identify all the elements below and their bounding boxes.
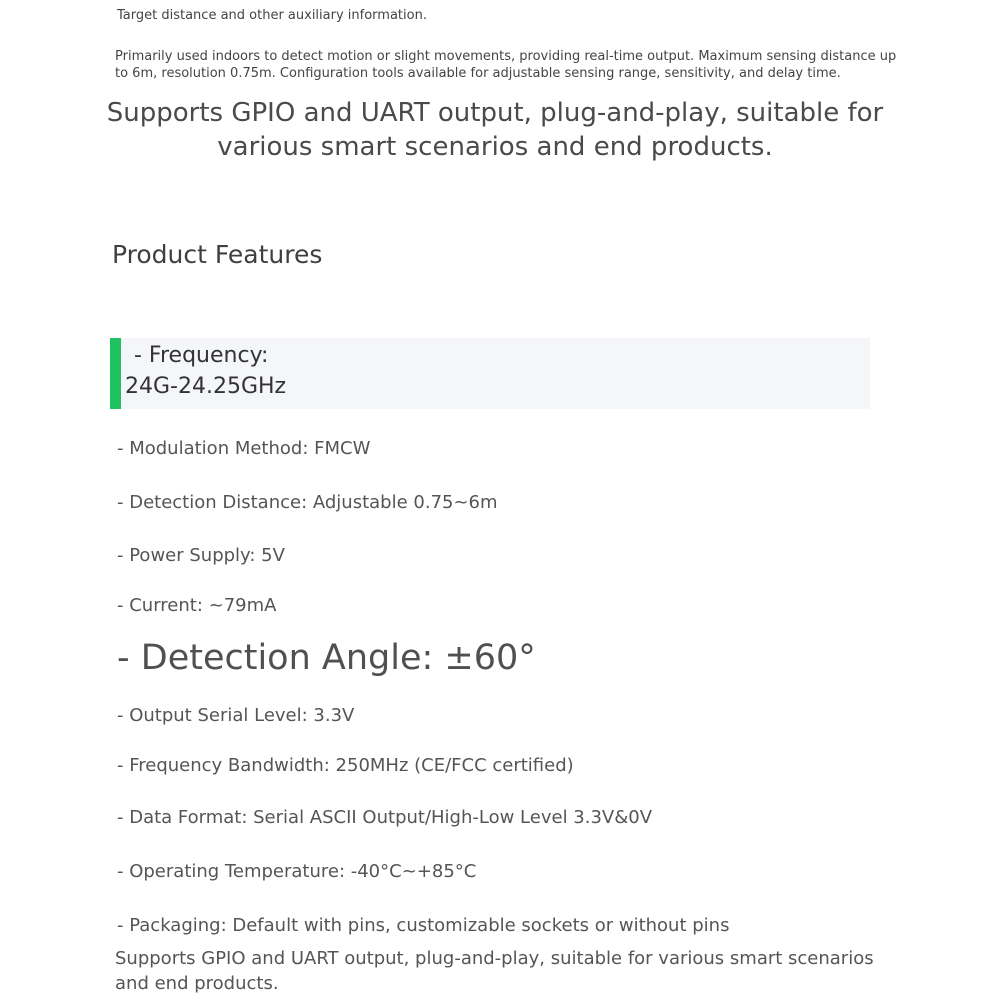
- feature-power-supply: - Power Supply: 5V: [117, 545, 285, 566]
- feature-detection-distance: - Detection Distance: Adjustable 0.75~6m: [117, 492, 498, 513]
- section-title: Product Features: [112, 240, 323, 269]
- feature-frequency-bandwidth: - Frequency Bandwidth: 250MHz (CE/FCC certified): [117, 755, 574, 776]
- feature-output-serial-level: - Output Serial Level: 3.3V: [117, 705, 355, 726]
- intro-line: Target distance and other auxiliary information.: [117, 8, 427, 23]
- feature-modulation-method: - Modulation Method: FMCW: [117, 438, 371, 459]
- frequency-value: 24G-24.25GHz: [125, 374, 287, 399]
- highlight-accent-bar: [110, 338, 121, 409]
- feature-detection-angle: - Detection Angle: ±60°: [117, 638, 536, 678]
- feature-packaging: - Packaging: Default with pins, customizable sockets or without pins: [117, 915, 730, 936]
- feature-operating-temperature: - Operating Temperature: -40°C~+85°C: [117, 861, 477, 882]
- feature-data-format: - Data Format: Serial ASCII Output/High-Low Level 3.3V&0V: [117, 807, 653, 828]
- footer-paragraph: Supports GPIO and UART output, plug-and-play, suitable for various smart scenarios and end products.: [115, 948, 874, 994]
- headline: Supports GPIO and UART output, plug-and-play, suitable for various smart scenarios and end products.: [106, 98, 884, 162]
- intro-paragraph: Primarily used indoors to detect motion or slight movements, providing real-time output. Maximum sensing distance up to 6m, resolution 0.75m. Configuration tools available for adjustable sensing range, sensitivity, and delay time.: [115, 49, 897, 81]
- frequency-highlight-box: [110, 338, 870, 409]
- feature-current: - Current: ~79mA: [117, 595, 277, 616]
- frequency-label: - Frequency:: [134, 343, 269, 368]
